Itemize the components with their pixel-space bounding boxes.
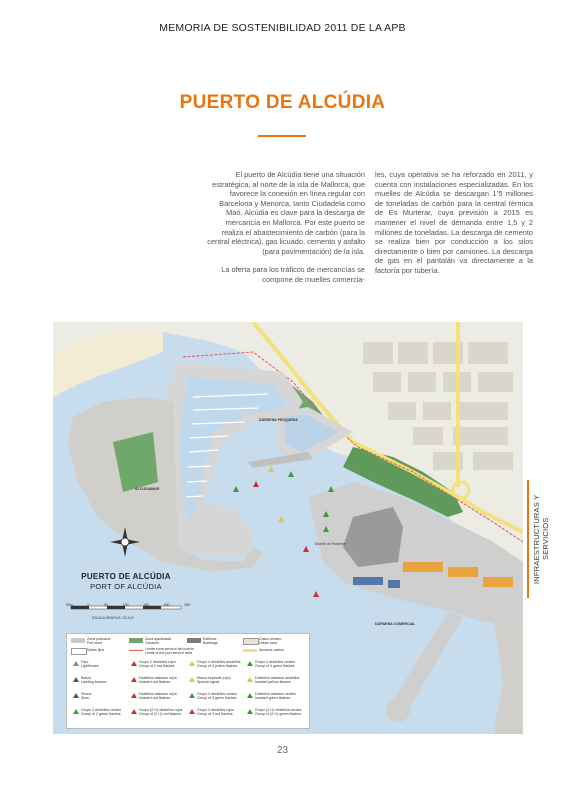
legend-item: Zona portuaria Port area	[87, 637, 111, 645]
text-column-1	[207, 170, 365, 294]
legend-item: Destellos aislados amarillos Isolated yellow flashes	[255, 676, 300, 684]
scale-tick: 150	[143, 603, 149, 607]
legend-item: Baliza Landing beacon	[81, 676, 107, 684]
port-name-en: PORT OF ALCÚDIA	[90, 582, 162, 591]
page-number: 23	[276, 745, 289, 756]
port-name-es: PUERTO DE ALCÚDIA	[81, 572, 171, 581]
paragraph: El puerto de Alcúdia tiene una situación estratégica, al norte de la isla de Mallorca, que favorece la conexión en línea regular con Barcelona y Menorca, tanto Ciudadela como Maó. Alcúdia es clave para la descarga de mercancía en Mallorca. Por este puerto se realiza el abastecimiento de carbón (para la central eléctrica), gas licuado, cemento y asfalto (para pavimentación) de la isla.	[207, 170, 365, 256]
page-header: MEMORIA DE SOSTENIBILIDAD 2011 DE LA APB	[159, 22, 406, 34]
compass-rose-icon	[110, 527, 140, 557]
legend-item: Zona ajardinada Gardens	[145, 637, 171, 645]
section-side-tab	[527, 480, 550, 598]
legend-item: Grupo 3 destellos verdes Group of 3 green flashes	[197, 692, 237, 700]
paragraph: les, cuya operativa se ha reforzado en 2011, y cuenta con instalaciones especializadas. En los muelles de Alcúdia se descargan 1’5 millones de toneladas de carbón para la central térmica de Es Murterar, cuya previsión a 2015 es mantener el nivel de demanda entre 1,5 y 2 millones de toneladas. La descarga de cemento se realiza bien por conducción a los silos directamente o bien por camiones. La descarga de gas en el pantalán va directamente a la factoría por tubería.	[375, 170, 533, 275]
legend-item: Grupo (2+1) destellos verdes Group of (2+1) green flashes	[255, 708, 302, 716]
legend-item: Faro Lighthouse	[81, 660, 99, 668]
page-title: PUERTO DE ALCÚDIA	[179, 92, 386, 113]
legend-swatch	[129, 650, 143, 651]
legend-swatch	[243, 649, 257, 652]
label-darsena-comercial: DÁRSENA COMERCIAL	[375, 622, 416, 626]
text-column-2	[375, 170, 533, 285]
legend-item: Edificios Buildings	[203, 637, 218, 645]
legend-swatch	[243, 638, 259, 645]
light-symbols	[71, 660, 307, 726]
pier-head	[386, 698, 410, 722]
legend-item: Grupo 2 destellos verdes Group of 2 green flashes	[81, 708, 121, 716]
side-tab-label: INFRAESTRUCTURAS Y SERVICIOS	[532, 494, 550, 584]
legend-swatch	[71, 638, 85, 643]
legend-item: Marca especial (rojo) Special signal	[197, 676, 231, 684]
legend-item: Grupo 3 destellos rojos Group of 3 red flashes	[197, 708, 234, 716]
label-darsena-pesquera: DÁRSENA PESQUERA	[259, 418, 298, 422]
scale-tick: 0	[87, 603, 90, 607]
scale-tick: 50	[104, 603, 108, 607]
legend-item: Viales fijos	[87, 648, 105, 652]
legend-swatch	[129, 638, 143, 643]
legend-item: Límite zona servicio del puerto Limits of the port service area	[145, 647, 194, 655]
legend-item: Grupo (2+1) destellos rojos Group of (2+1) red flashes	[139, 708, 183, 716]
scale-tick: 250	[184, 603, 190, 607]
legend-swatch	[71, 648, 87, 655]
label-alcudiamar: ALCUDIAMAR	[135, 487, 160, 491]
side-tab-bar	[527, 480, 529, 598]
port-name	[70, 572, 182, 591]
scale-tick: 50m	[66, 603, 73, 607]
legend-item: Destellos aislados rojos Isolated red flashes	[139, 692, 177, 700]
scale-tick: 200	[163, 603, 170, 607]
legend-item: Destellos aislados rojos Isolated red flashes	[139, 676, 177, 684]
legend-item: Casco urbano Urban area	[259, 637, 282, 645]
map-legend	[66, 633, 310, 729]
legend-swatch	[187, 638, 201, 643]
scale-tick: 100	[122, 603, 129, 607]
title-underline	[258, 135, 306, 137]
legend-item: Grupo 4 destellos verdes Group of 4 green flashes	[255, 660, 295, 668]
lights-legend	[71, 660, 307, 726]
legend-item: Grupo 4 destellos amarillos Group of 4 yellow flashes	[197, 660, 241, 668]
scale-ticks	[66, 603, 190, 607]
scale-caption: ESCALA GRÁFICA / SCALE	[92, 616, 134, 620]
legend-item: Destellos aislados verdes Isolated green flashes	[255, 692, 296, 700]
legend-item: Accesos viarios	[259, 648, 284, 652]
legend-item: Sirena Siren	[81, 692, 92, 700]
paragraph: La oferta para los tráficos de mercancías se compone de muelles comercia-	[221, 265, 365, 284]
label-muelle-poniente: Muelle de Poniente	[315, 542, 346, 546]
legend-item: Grupo 2 destellos rojos Group of 2 red flashes	[139, 660, 176, 668]
